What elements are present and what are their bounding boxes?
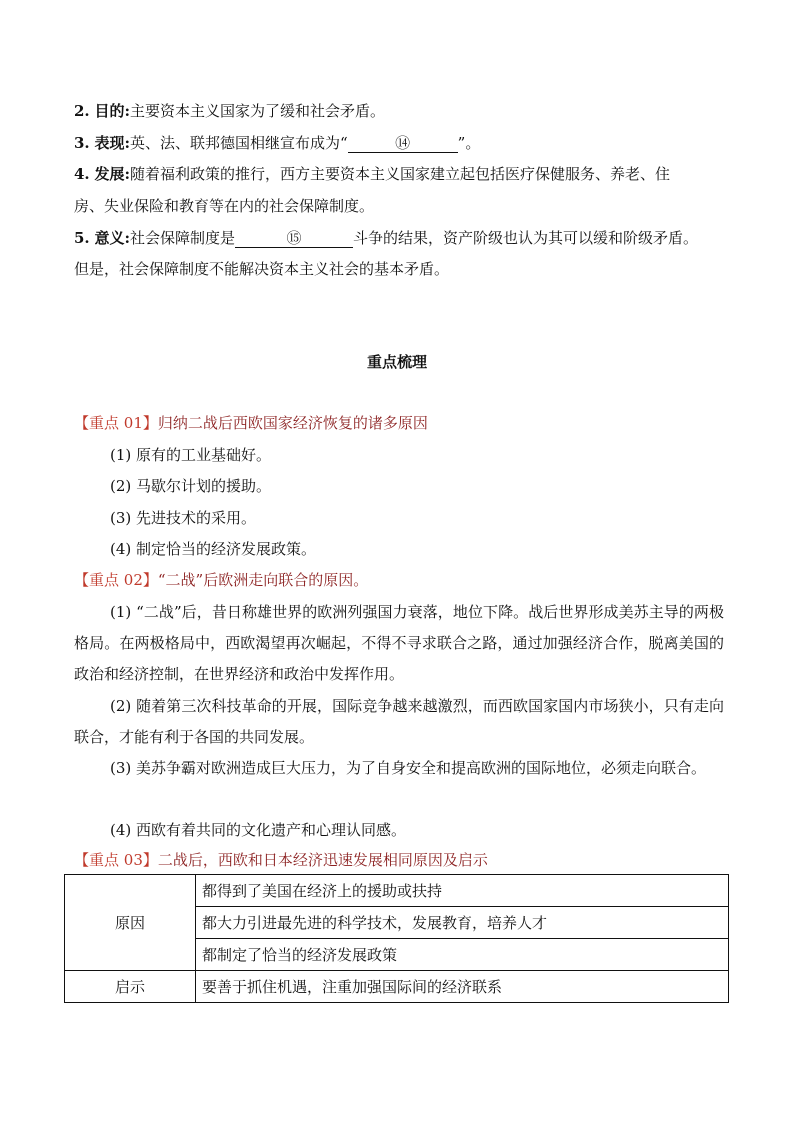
list-item: (4) 制定恰当的经济发展政策。 [110,540,317,558]
list-item: (1) 原有的工业基础好。 [110,446,272,464]
item-5 [74,228,698,248]
row-header-insight: 启示 [65,971,196,1003]
item-number: 3. [74,134,90,152]
item-3 [74,133,480,153]
comparison-table [64,874,729,1003]
table-row [65,875,729,907]
key-point-tag: 重点 03 [89,851,143,869]
paragraph: (2) 随着第三次科技革命的开展，国际竞争越来越激烈，而西欧国家国内市场狭小，只有走向联合，才能有利于各国的共同发展。 [74,697,724,746]
item-text-end: 斗争的结果，资产阶级也认为其可以缓和阶级矛盾。 [353,229,699,247]
item-label: 意义: [94,229,130,247]
item-text: 主要资本主义国家为了缓和社会矛盾。 [130,102,386,120]
paragraph: (4) 西欧有着共同的文化遗产和心理认同感。 [110,821,407,839]
item-4-continuation: 房、失业保险和教育等在内的社会保障制度。 [74,197,375,215]
key-point-01-title: 【重点 01】归纳二战后西欧国家经济恢复的诸多原因 [74,414,428,432]
table-cell: 都得到了美国在经济上的援助或扶持 [196,875,729,907]
key-point-02-title: 【重点 02】“二战”后欧洲走向联合的原因。 [74,571,369,589]
item-text: 随着福利政策的推行，西方主要资本主义国家建立起包括医疗保健服务、养老、住 [130,165,671,183]
paragraph: (3) 美苏争霸对欧洲造成巨大压力，为了自身安全和提高欧洲的国际地位，必须走向联合。 [110,759,707,777]
item-number: 5. [74,229,90,247]
key-point-03-title: 【重点 03】二战后，西欧和日本经济迅速发展相同原因及启示 [74,851,488,869]
table-cell: 都制定了恰当的经济发展政策 [196,939,729,971]
item-2 [74,101,385,121]
item-text: 英、法、联邦德国相继宣布成为“ [130,134,348,152]
item-number: 2. [74,102,90,120]
list-item: (2) 马歇尔计划的援助。 [110,477,272,495]
item-number: 4. [74,165,90,183]
table-cell: 都大力引进最先进的科学技术，发展教育，培养人才 [196,907,729,939]
table-row [65,971,729,1003]
key-point-title: 归纳二战后西欧国家经济恢复的诸多原因 [157,414,428,432]
item-label: 表现: [94,134,130,152]
item-label: 发展: [94,165,130,183]
row-header-reason: 原因 [65,875,196,971]
section-heading: 重点梳理 [366,353,427,371]
key-point-tag: 重点 02 [89,571,143,589]
fill-blank-15: ⑮ [235,229,353,248]
item-5-continuation: 但是，社会保障制度不能解决资本主义社会的基本矛盾。 [74,260,450,278]
paragraph: (1) “二战”后，昔日称雄世界的欧洲列强国力衰落，地位下降。战后世界形成美苏主导的两极格局。在两极格局中，西欧渴望再次崛起，不得不寻求联合之路，通过加强经济合作，脱离美国的政治和经济控制，在世界经济和政治中发挥作用。 [74,603,724,683]
item-4 [74,164,670,184]
table-cell: 要善于抓住机遇，注重加强国际间的经济联系 [196,971,729,1003]
item-text-end: ”。 [457,134,481,152]
key-point-title: 二战后，西欧和日本经济迅速发展相同原因及启示 [157,851,488,869]
fill-blank-14: ⑭ [348,134,458,153]
key-point-tag: 重点 01 [89,414,143,432]
item-label: 目的: [94,102,130,120]
key-point-title: “二战”后欧洲走向联合的原因。 [157,571,369,589]
item-text: 社会保障制度是 [130,229,236,247]
list-item: (3) 先进技术的采用。 [110,509,257,527]
